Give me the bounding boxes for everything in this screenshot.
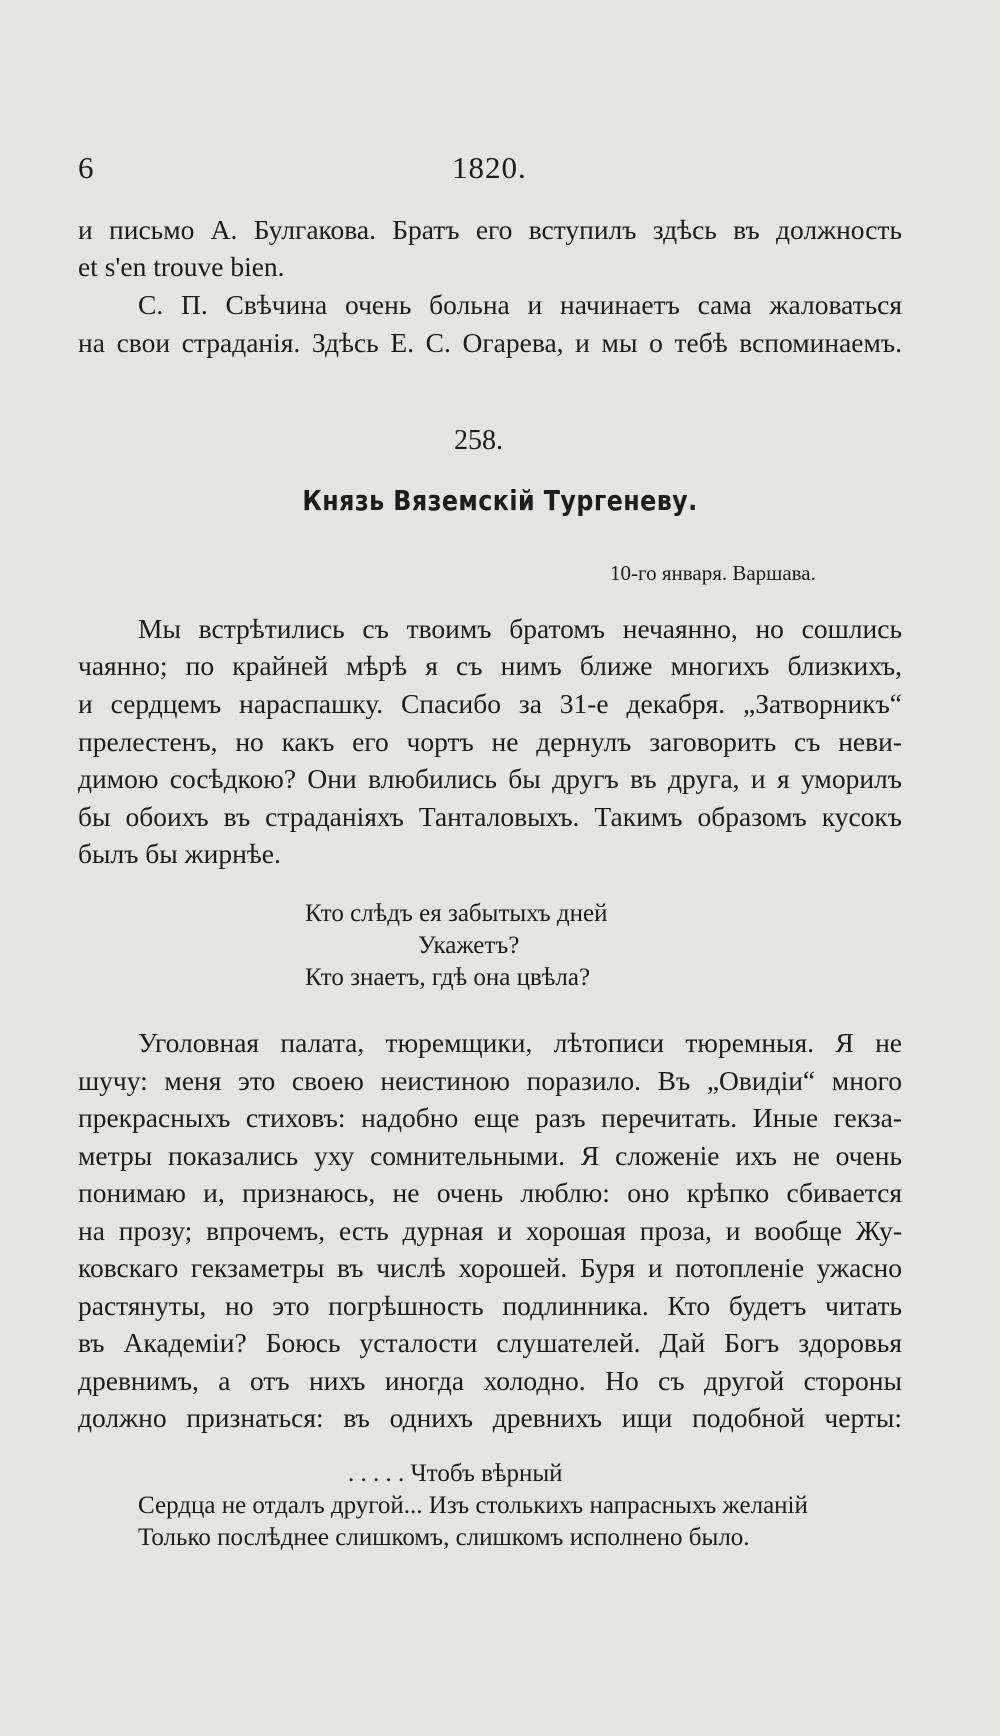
text-line: шучу: меня это своею неистиною поразило. Въ „Овидіи“ много bbox=[78, 1065, 902, 1096]
text-line: Уголовная палата, тюремщики, лѣтописи тюремныя. Я не bbox=[138, 1027, 902, 1058]
letter-title: Князь Вяземскій Тургеневу. bbox=[302, 484, 698, 517]
text-line: на свои страданія. Здѣсь Е. С. Огарева, и мы о тебѣ вспоминаемъ. bbox=[78, 327, 902, 358]
text-line: на прозу; впрочемъ, есть дурная и хорошая проза, и вообще Жу- bbox=[78, 1215, 902, 1246]
text-line: димою сосѣдкою? Они влюбились бы другъ въ друга, и я уморилъ bbox=[78, 763, 902, 794]
text-line: въ Академіи? Боюсь усталости слушателей. Дай Богъ здоровья bbox=[78, 1327, 902, 1358]
text-line: былъ бы жирнѣе. bbox=[78, 838, 281, 869]
running-head-year: 1820. bbox=[452, 150, 527, 185]
text-line: понимаю и, признаюсь, не очень люблю: оно крѣпко сбивается bbox=[78, 1177, 902, 1208]
text-line: Мы встрѣтились съ твоимъ братомъ нечаянно, но сошлись bbox=[138, 613, 902, 644]
letter-dateline: 10-го января. Варшава. bbox=[610, 561, 816, 585]
verse-line: Кто слѣдъ ея забытыхъ дней bbox=[305, 900, 608, 927]
verse-line: Кто знаетъ, гдѣ она цвѣла? bbox=[305, 964, 591, 991]
text-line: должно признаться: въ однихъ древнихъ ищи подобной черты: bbox=[78, 1402, 902, 1433]
text-line: метры показались уху сомнительными. Я сложеніе ихъ не очень bbox=[78, 1140, 902, 1171]
verse-line: . . . . . Чтобъ вѣрный bbox=[348, 1460, 563, 1487]
text-line: растянуты, но это погрѣшность подлинника. Кто будетъ читать bbox=[78, 1290, 902, 1321]
text-line: прелестенъ, но какъ его чортъ не дернулъ заговорить съ неви- bbox=[78, 726, 902, 757]
verse-line: Только послѣднее слишкомъ, слишкомъ исполнено было. bbox=[138, 1524, 750, 1551]
text-line: et s'en trouve bien. bbox=[78, 251, 285, 282]
letter-number: 258. bbox=[454, 425, 503, 456]
text-line: чаянно; по крайней мѣрѣ я съ нимъ ближе многихъ близкихъ, bbox=[78, 650, 902, 681]
page-number: 6 bbox=[78, 150, 94, 185]
text-line: древнимъ, а отъ нихъ иногда холодно. Но съ другой стороны bbox=[78, 1365, 902, 1396]
text-line: и сердцемъ нараспашку. Спасибо за 31-е декабря. „Затворникъ“ bbox=[78, 688, 902, 719]
text-line: прекрасныхъ стиховъ: надобно еще разъ перечитать. Иные гекза- bbox=[78, 1102, 902, 1133]
text-line: и письмо А. Булгакова. Братъ его вступилъ здѣсь въ должность bbox=[78, 214, 902, 245]
text-line: ковскаго гекзаметры въ числѣ хорошей. Буря и потопленіе ужасно bbox=[78, 1252, 902, 1283]
text-line: бы обоихъ въ страданіяхъ Танталовыхъ. Такимъ образомъ кусокъ bbox=[78, 801, 902, 832]
verse-line: Сердца не отдалъ другой... Изъ столькихъ напрасныхъ желаній bbox=[138, 1492, 808, 1519]
verse-line: Укажетъ? bbox=[418, 932, 520, 959]
text-line: С. П. Свѣчина очень больна и начинаетъ сама жаловаться bbox=[138, 289, 902, 320]
